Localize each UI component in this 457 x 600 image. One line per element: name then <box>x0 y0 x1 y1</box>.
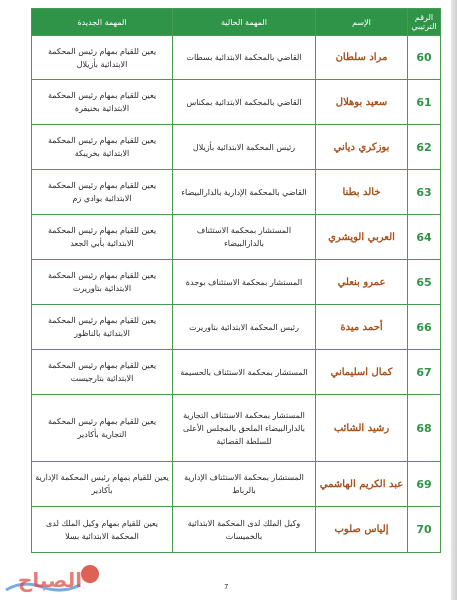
row-name: بوزكري دياني <box>316 125 408 170</box>
row-new-role: يعين للقيام بمهام رئيس المحكمة الابتدائية بوادي زم <box>32 170 173 215</box>
row-number: 70 <box>408 507 441 553</box>
row-name: عبد الكريم الهاشمي <box>316 462 408 507</box>
table-row <box>32 462 441 507</box>
page-number: 7 <box>224 583 229 591</box>
table-row <box>32 260 441 305</box>
row-name: خالد بطنا <box>316 170 408 215</box>
row-name: مراد سلطان <box>316 36 408 80</box>
row-name: كمال اسليماني <box>316 350 408 395</box>
row-new-role: يعين للقيام بمهام رئيس المحكمة الابتدائية بتاوريرت <box>32 260 173 305</box>
row-current-role: وكيل الملك لدى المحكمة الابتدائية بالخميسات <box>173 507 316 553</box>
row-number: 65 <box>408 260 441 305</box>
row-new-role: يعين للقيام بمهام رئيس المحكمة الابتدائية بخريبكة <box>32 125 173 170</box>
row-number: 68 <box>408 395 441 462</box>
logo-red-dot <box>81 565 99 583</box>
row-current-role: المستشار بمحكمة الاستئناف بالدارالبيضاء <box>173 215 316 260</box>
table-row <box>32 125 441 170</box>
row-current-role: المستشار بمحكمة الاستئناف الإدارية بالرباط <box>173 462 316 507</box>
table-row <box>32 80 441 125</box>
row-new-role: يعين للقيام بمهام رئيس المحكمة الابتدائية بتارجيست <box>32 350 173 395</box>
row-current-role: المستشار بمحكمة الاستئناف بوجدة <box>173 260 316 305</box>
row-new-role: يعين للقيام بمهام رئيس المحكمة الابتدائية بخنيفرة <box>32 80 173 125</box>
row-number: 62 <box>408 125 441 170</box>
table-header-row <box>32 9 441 36</box>
row-current-role: رئيس المحكمة الابتدائية بتاوريرت <box>173 305 316 350</box>
row-new-role: يعين للقيام بمهام رئيس المحكمة الابتدائية بأبي الجعد <box>32 215 173 260</box>
row-new-role: يعين للقيام بمهام رئيس المحكمة الابتدائية بأزيلال <box>32 36 173 80</box>
table-row <box>32 215 441 260</box>
header-new-role: المهمة الجديدة <box>32 9 173 36</box>
logo-text: الصباح <box>17 568 83 592</box>
table-row <box>32 507 441 553</box>
row-number: 64 <box>408 215 441 260</box>
row-new-role: يعين للقيام بمهام رئيس المحكمة الإدارية بأكادير <box>32 462 173 507</box>
page-edge-shadow <box>451 0 457 600</box>
row-name: أحمد ميدة <box>316 305 408 350</box>
header-name: الإسم <box>316 9 408 36</box>
table-row <box>32 305 441 350</box>
row-current-role: القاضي بالمحكمة الابتدائية بمكناس <box>173 80 316 125</box>
row-current-role: المستشار بمحكمة الاستئناف التجارية بالدارالبيضاء الملحق بالمجلس الأعلى للسلطة القضائية <box>173 395 316 462</box>
row-new-role: يعين للقيام بمهام وكيل الملك لدى المحكمة الابتدائية بسلا <box>32 507 173 553</box>
logo-mark <box>2 560 102 598</box>
row-name: عمرو بنعلي <box>316 260 408 305</box>
header-current-role: المهمة الحالية <box>173 9 316 36</box>
row-number: 61 <box>408 80 441 125</box>
row-number: 67 <box>408 350 441 395</box>
row-name: رشيد الشائب <box>316 395 408 462</box>
table-row <box>32 36 441 80</box>
appointments-table <box>31 8 441 553</box>
row-number: 66 <box>408 305 441 350</box>
table-row <box>32 395 441 462</box>
row-current-role: القاضي بالمحكمة الابتدائية بسطات <box>173 36 316 80</box>
row-number: 69 <box>408 462 441 507</box>
row-number: 63 <box>408 170 441 215</box>
row-new-role: يعين للقيام بمهام رئيس المحكمة الابتدائية بالناظور <box>32 305 173 350</box>
newspaper-logo-watermark <box>2 560 102 598</box>
row-name: العربي الويشري <box>316 215 408 260</box>
row-current-role: المستشار بمحكمة الاستئناف بالحسيمة <box>173 350 316 395</box>
row-current-role: رئيس المحكمة الابتدائية بأزيلال <box>173 125 316 170</box>
row-name: سعيد بوهلال <box>316 80 408 125</box>
table-row <box>32 350 441 395</box>
row-current-role: القاضي بالمحكمة الإدارية بالدارالبيضاء <box>173 170 316 215</box>
header-number: الرقم الترتيبي <box>408 9 441 36</box>
row-name: إلياس صلوب <box>316 507 408 553</box>
table-row <box>32 170 441 215</box>
row-new-role: يعين للقيام بمهام رئيس المحكمة التجارية بأكادير <box>32 395 173 462</box>
row-number: 60 <box>408 36 441 80</box>
